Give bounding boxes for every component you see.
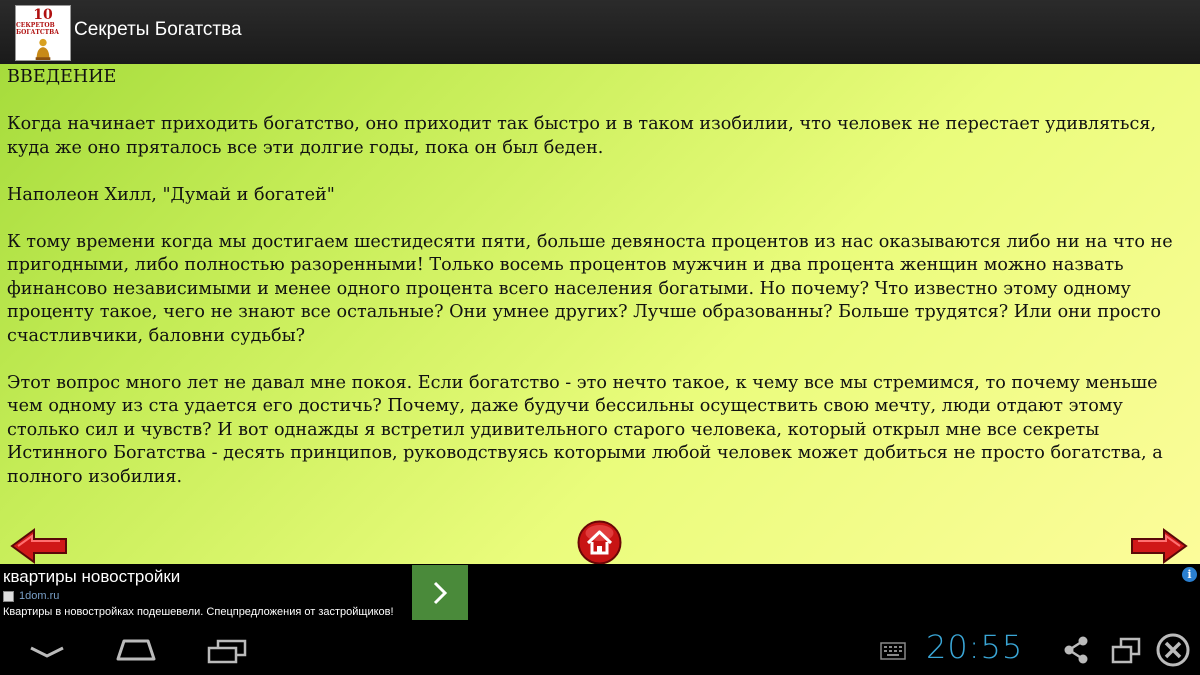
system-nav-bar <box>0 628 1200 675</box>
heading-intro: ВВЕДЕНИЕ <box>7 67 117 87</box>
ad-description: Квартиры в новостройках подешевели. Спецпредложения от застройщиков! <box>3 606 394 618</box>
back-icon[interactable] <box>28 642 66 662</box>
ad-domain[interactable]: 1dom.ru <box>19 590 60 602</box>
prev-page-arrow-icon[interactable] <box>10 528 68 564</box>
app-icon-number: 10 <box>33 7 53 23</box>
ad-open-button[interactable] <box>412 565 468 620</box>
window-resize-icon[interactable] <box>1110 636 1142 666</box>
share-icon[interactable] <box>1062 635 1090 665</box>
paragraph-attribution: Наполеон Хилл, "Думай и богатей" <box>7 184 335 205</box>
paragraph-question: Этот вопрос много лет не давал мне покоя. Если богатство - это нечто такое, к чему все мы стремимся, то почему меньше чем одному из ста удается его достичь? Почему, даже будучи бессильны осуществить свою мечту, люди отдают этому столько сил и чувств? И вот однажды я встретил удивительного старого человека, который открыл мне все секреты Истинного Богатства - десять принципов, руководствуясь которыми любой человек может добиться не просто богатства, а полного изобилия. <box>7 372 1163 487</box>
paragraph-statistics: К тому времени когда мы достигаем шестидесяти пяти, больше девяноста процентов из нас оказываются либо ни на что не пригодными, либо полностью разоренными! Только восемь процентов мужчин и два процента женщин можно назвать финансово независимыми и менее одного процента всего населения богатыми. Но почему? Что известно этому одному проценту такое, чего не знают все остальные? Они умнее других? Лучше образованны? Больше трудятся? Или они просто счастливчики, баловни судьбы? <box>7 231 1173 346</box>
article-text <box>7 66 1195 513</box>
paragraph-quote: Когда начинает приходить богатство, оно приходит так быстро и в таком изобилии, что человек не перестает удивляться, куда же оно пряталось все эти долгие годы, пока он был беден. <box>7 114 1157 158</box>
home-button-icon[interactable] <box>577 520 622 564</box>
ad-info-icon[interactable]: i <box>1182 567 1197 582</box>
close-icon[interactable] <box>1155 632 1191 668</box>
buddha-icon <box>34 38 52 60</box>
chevron-right-icon <box>430 580 450 606</box>
next-page-arrow-icon[interactable] <box>1130 528 1188 564</box>
app-icon-word: СЕКРЕТОВ БОГАТСТВА <box>16 22 60 36</box>
ad-domain-row <box>3 590 59 602</box>
recent-apps-icon[interactable] <box>206 638 248 664</box>
app-title: Секреты Богатства <box>74 19 242 40</box>
home-icon[interactable] <box>114 638 158 662</box>
content-area[interactable] <box>0 64 1200 564</box>
favicon-icon <box>3 591 14 602</box>
app-icon[interactable] <box>15 5 71 61</box>
ad-banner[interactable] <box>0 564 1200 628</box>
action-bar <box>0 0 1200 64</box>
status-clock[interactable]: 20:55 <box>926 628 1024 666</box>
keyboard-icon[interactable] <box>880 642 906 660</box>
ad-title[interactable]: квартиры новостройки <box>3 567 181 586</box>
